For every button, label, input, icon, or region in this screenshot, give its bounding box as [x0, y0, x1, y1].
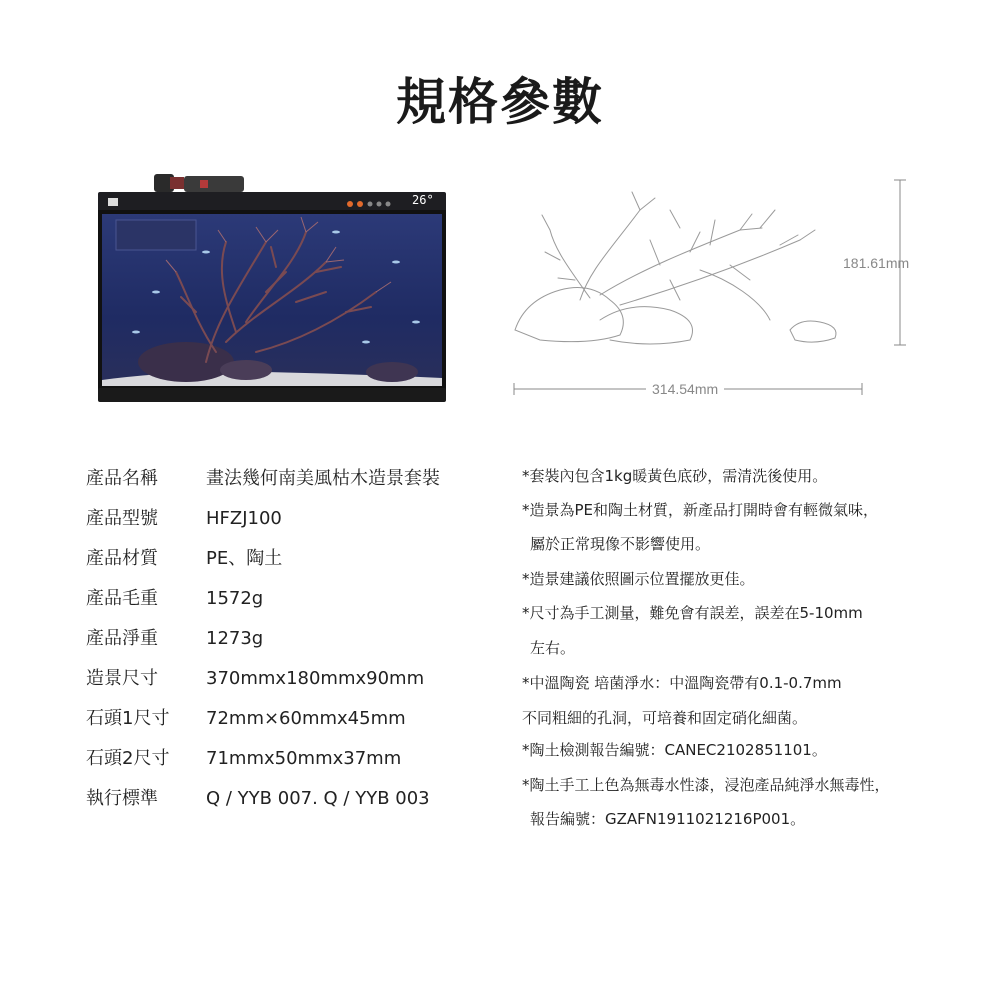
height-dimension-label: 181.61mm [843, 255, 910, 271]
spec-value: HFZJ100 [206, 508, 282, 529]
note-line: *造景建議依照圖示位置擺放更佳。 [522, 570, 755, 588]
spec-label: 造景尺寸 [86, 668, 158, 689]
note-line: 不同粗細的孔洞，可培養和固定硝化細菌。 [522, 709, 808, 727]
spec-value: PE、陶土 [206, 548, 283, 569]
note-line: *套裝內包含1kg暖黃色底砂，需清洗後使用。 [522, 467, 828, 485]
note-line: 左右。 [530, 639, 576, 657]
aquarium-photo-icon [96, 172, 448, 408]
spec-row [86, 587, 506, 627]
spec-value: 72mm×60mmx45mm [206, 708, 406, 729]
spec-value: 1572g [206, 588, 264, 609]
spec-row [86, 507, 506, 547]
spec-value: 370mmx180mmx90mm [206, 668, 425, 689]
note-line: 屬於正常現像不影響使用。 [530, 535, 711, 553]
spec-row [86, 547, 506, 587]
spec-table [86, 467, 506, 827]
spec-row [86, 747, 506, 787]
dimension-drawing [500, 170, 960, 410]
spec-label: 產品淨重 [86, 628, 158, 649]
note-line: *陶土檢測報告編號：CANEC2102851101。 [522, 741, 827, 759]
note-line: *中溫陶瓷 培菌淨水：中溫陶瓷帶有0.1-0.7mm [522, 674, 842, 692]
spec-value: 71mmx50mmx37mm [206, 748, 402, 769]
width-dimension-label: 314.54mm [646, 381, 724, 397]
spec-label: 石頭1尺寸 [86, 708, 170, 729]
spec-row [86, 627, 506, 667]
note-line: *陶土手工上色為無毒水性漆，浸泡產品純淨水無毒性， [522, 776, 890, 794]
note-line: *造景為PE和陶土材質，新產品打開時會有輕微氣味， [522, 501, 879, 519]
spec-label: 產品型號 [86, 508, 158, 529]
spec-label: 產品毛重 [86, 588, 158, 609]
spec-label: 產品名稱 [86, 468, 158, 489]
spec-label: 石頭2尺寸 [86, 748, 170, 769]
spec-value: 畫法幾何南美風枯木造景套裝 [206, 468, 440, 489]
spec-label: 執行標準 [86, 788, 158, 809]
spec-row [86, 707, 506, 747]
spec-row [86, 667, 506, 707]
spec-value: Q / YYB 007. Q / YYB 003 [206, 788, 430, 809]
aquarium-image [96, 172, 448, 408]
spec-value: 1273g [206, 628, 264, 649]
temperature-display: 26° [412, 193, 434, 207]
note-line: 報告編號：GZAFN1911021216P001。 [530, 810, 806, 828]
driftwood-sketch-icon [500, 170, 960, 410]
spec-row [86, 467, 506, 507]
spec-label: 產品材質 [86, 548, 158, 569]
page-title: 規格參數 [396, 73, 604, 131]
spec-row [86, 787, 506, 827]
note-line: *尺寸為手工測量，難免會有誤差，誤差在5-10mm [522, 604, 863, 622]
